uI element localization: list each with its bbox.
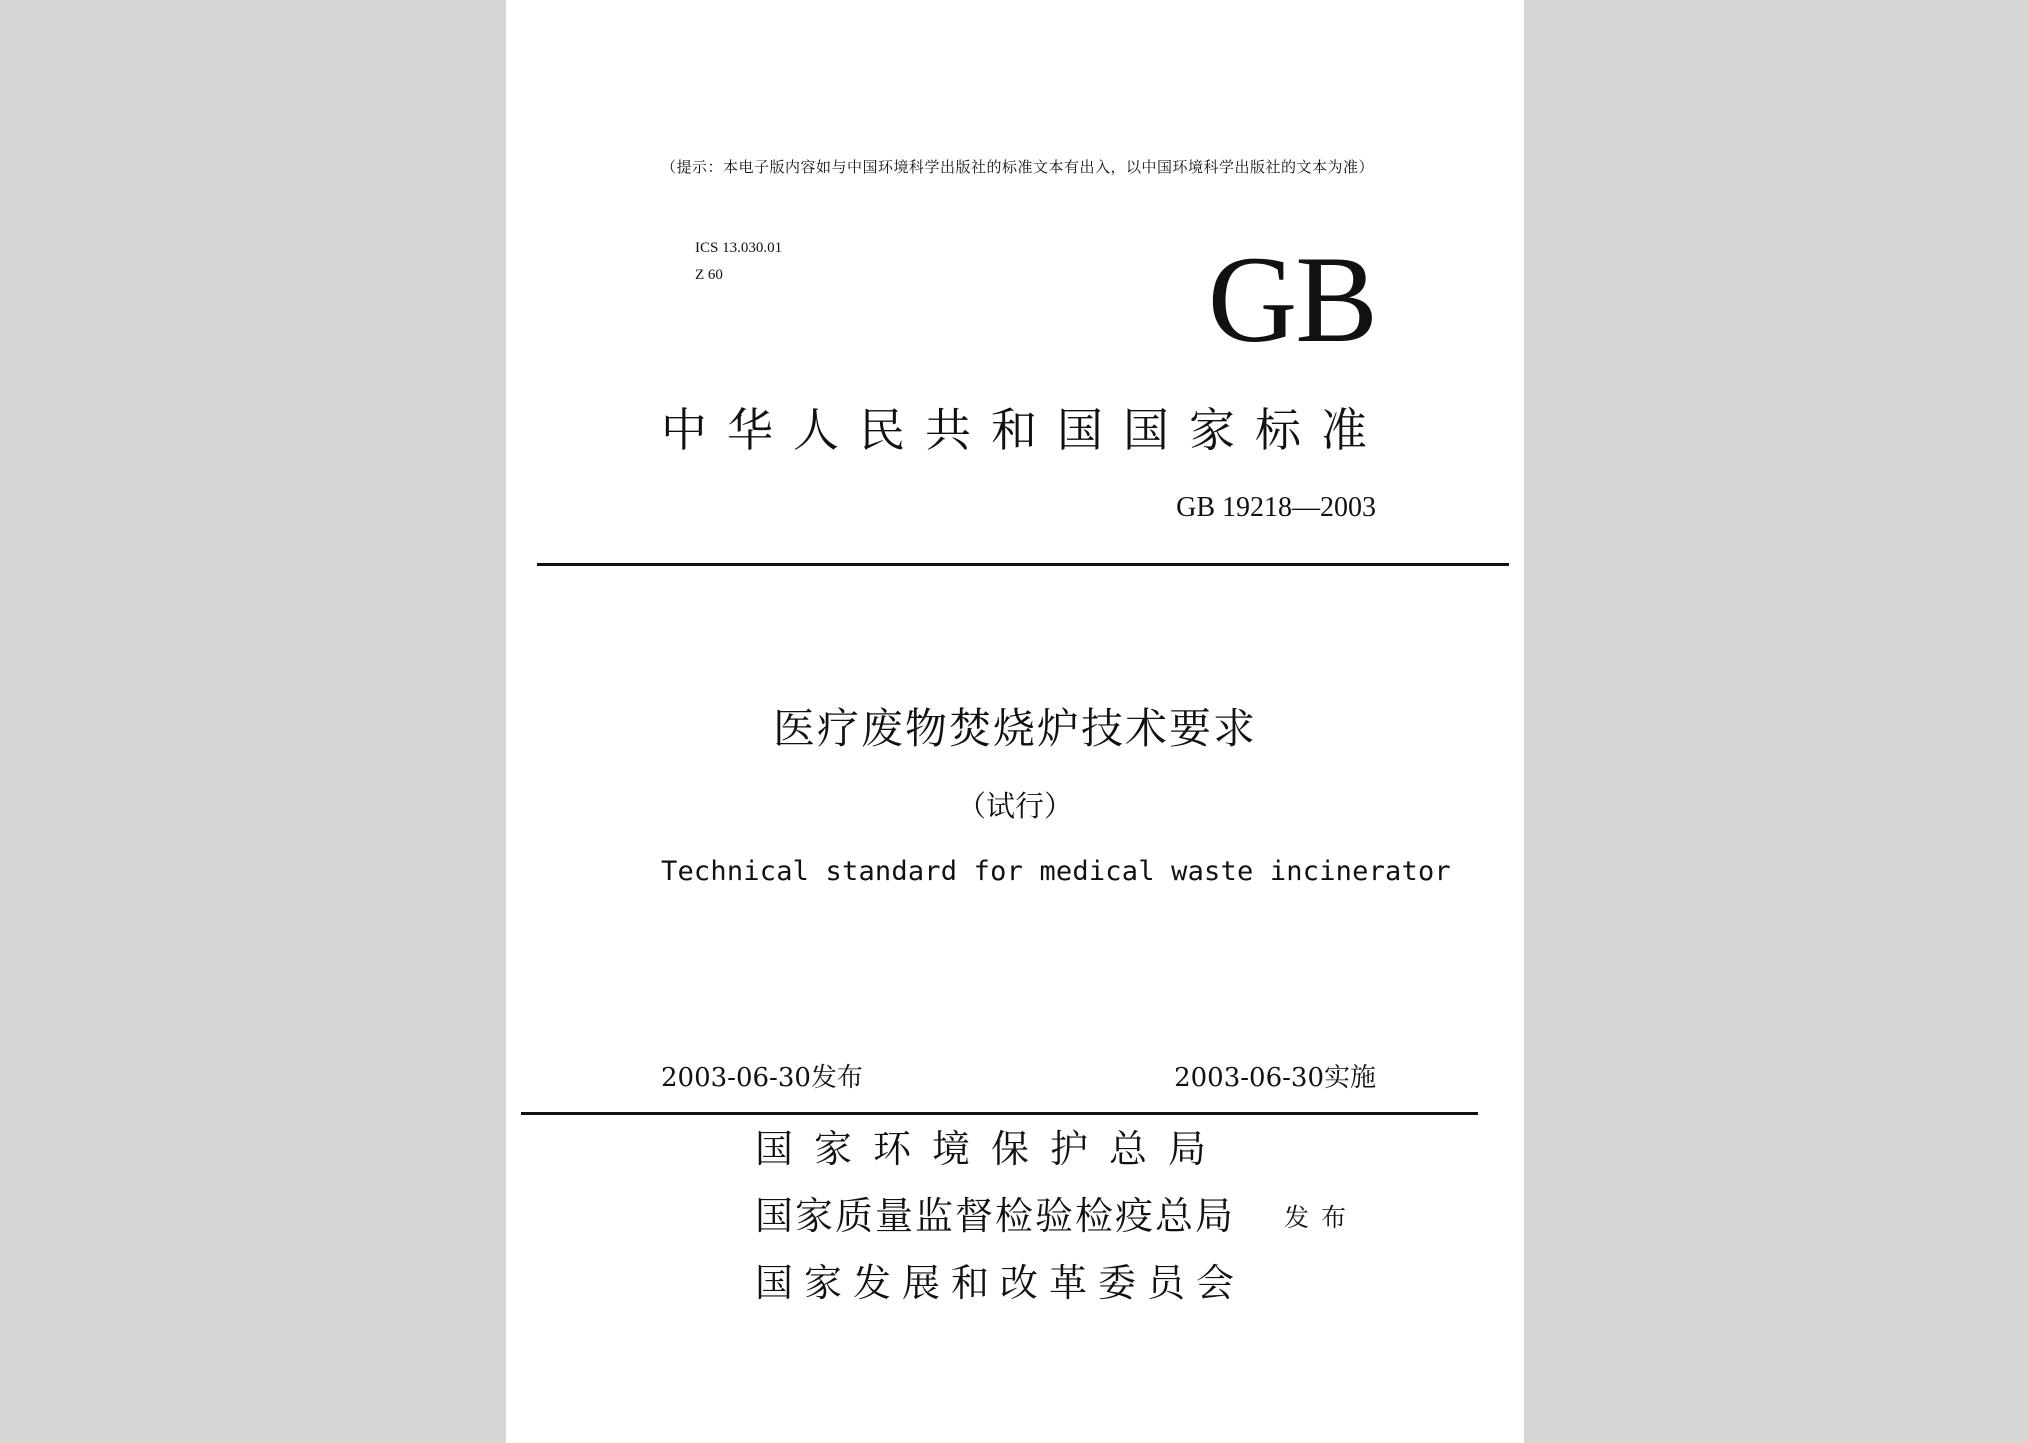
issuer-item: 国家发展和改革委员会 xyxy=(755,1261,1246,1305)
document-page xyxy=(506,0,1524,1443)
footer-divider xyxy=(521,1112,1478,1115)
document-status: （试行） xyxy=(956,789,1073,823)
ics-code: ICS 13.030.01 xyxy=(695,240,783,256)
english-title: Technical standard for medical waste incinerator xyxy=(661,856,1451,887)
gb-logo: GB xyxy=(1207,231,1376,368)
issuing-authorities xyxy=(755,1116,1245,1317)
publish-label: 发布 xyxy=(1284,1203,1359,1232)
header-divider xyxy=(537,563,1509,566)
standard-category-title: 中华人民共和国国家标准 xyxy=(661,403,1387,457)
disclaimer-notice: （提示：本电子版内容如与中国环境科学出版社的标准文本有出入，以中国环境科学出版社的文本为准） xyxy=(661,158,1375,176)
implementation-date: 2003-06-30实施 xyxy=(1174,1063,1376,1093)
document-title: 医疗废物焚烧炉技术要求 xyxy=(772,704,1257,753)
ccs-code: Z 60 xyxy=(695,267,723,283)
issue-date: 2003-06-30发布 xyxy=(661,1063,863,1093)
issuer-item: 国家环境保护总局 xyxy=(755,1127,1228,1171)
classification-codes xyxy=(695,235,782,289)
standard-number: GB 19218—2003 xyxy=(1176,492,1376,523)
issuer-item: 国家质量监督检验检疫总局 xyxy=(755,1194,1236,1238)
